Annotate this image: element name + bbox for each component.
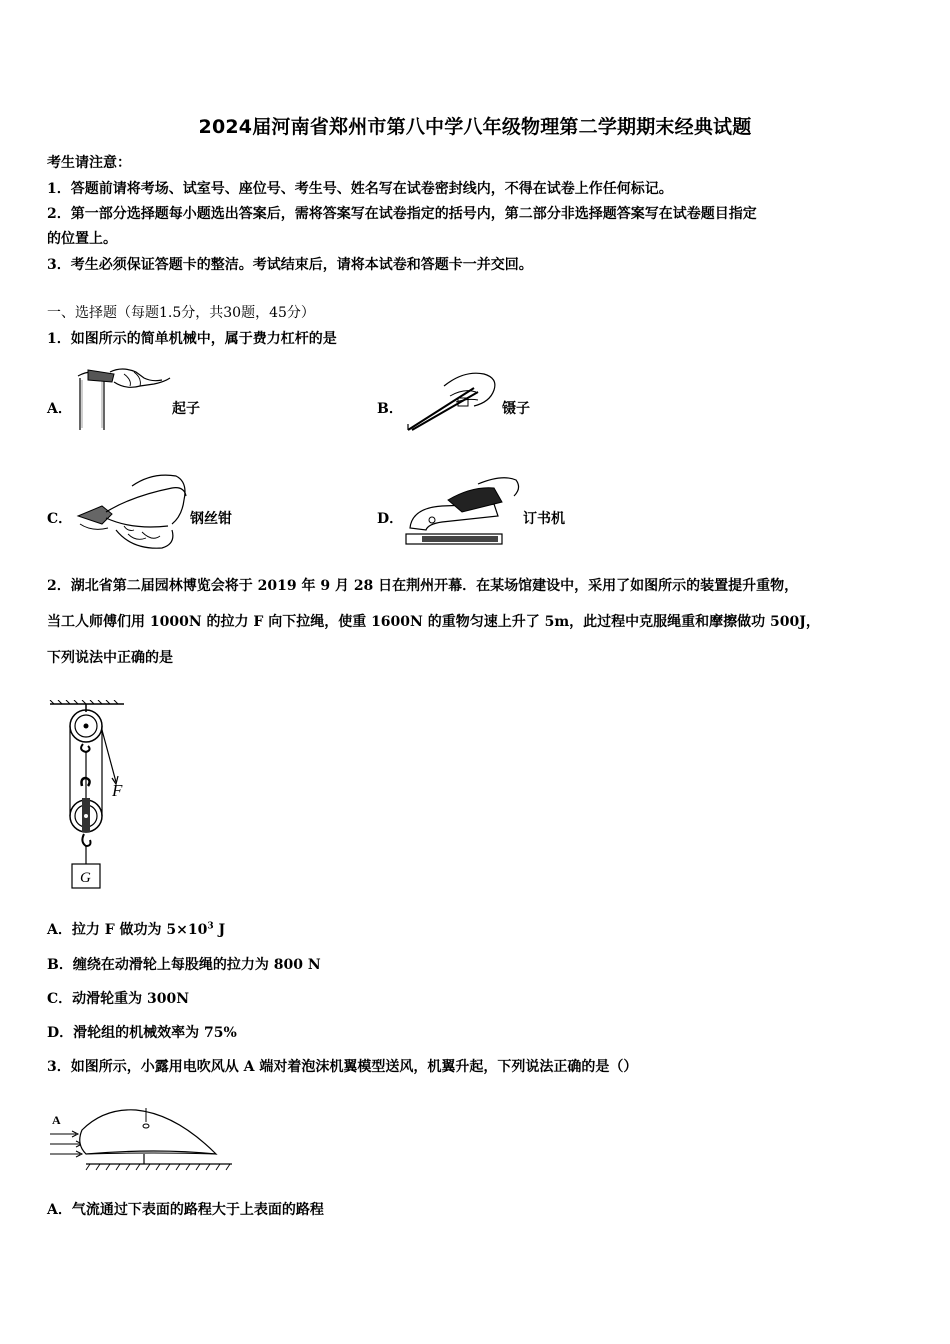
q1-option-d-label: D．: [377, 511, 404, 527]
notice-item-1: 1．答题前请将考场、试室号、座位号、考生号、姓名写在试卷密封线内，不得在试卷上作任何标记。: [47, 181, 673, 197]
wing-a-label: A: [52, 1113, 61, 1127]
bottle-opener-image: [74, 360, 174, 432]
q1-option-b-label: B．: [377, 401, 403, 417]
q2-stem-line-1: 2．湖北省第二届园林博览会将于 2019 年 9 月 28 日在荆州开幕．在某场馆建设中，采用了如图所示的装置提升重物，: [47, 578, 799, 594]
q1-option-b-text: 镊子: [502, 401, 530, 417]
notice-item-2: 2．第一部分选择题每小题选出答案后，需将答案写在试卷指定的括号内，第二部分非选择题答案写在试卷题目指定: [47, 206, 757, 222]
tweezers-image: [404, 368, 500, 432]
q2-option-b-label: B．: [47, 957, 73, 973]
q2-option-c-text: 动滑轮重为 300N: [72, 991, 190, 1007]
q1-stem: 1．如图所示的简单机械中，属于费力杠杆的是: [47, 331, 337, 347]
q2-option-b-text: 缠绕在动滑轮上每股绳的拉力为 800 N: [72, 957, 321, 973]
q3-stem: 3．如图所示，小露用电吹风从 A 端对着泡沫机翼模型送风，机翼升起，下列说法正确的是（）: [47, 1059, 638, 1075]
q1-option-a-text: 起子: [172, 401, 200, 417]
q2-option-d: [47, 1022, 237, 1042]
section-heading: 一、选择题（每题1.5分，共30题，45分）: [47, 305, 315, 321]
q1-option-c-text: 钢丝钳: [190, 511, 232, 527]
q1-option-c-label: C．: [47, 511, 73, 527]
notice-heading: 考生请注意：: [47, 155, 131, 171]
q2-option-c: [47, 988, 189, 1008]
force-label: F: [112, 781, 123, 800]
q1-option-d-text: 订书机: [523, 511, 565, 527]
pliers-image: [72, 466, 190, 556]
pulley-system-image: [48, 700, 138, 894]
stapler-image: [402, 472, 522, 552]
q3-option-a-label: A．: [47, 1202, 72, 1218]
wing-model-image: [46, 1104, 236, 1172]
notice-item-3: 3．考生必须保证答题卡的整洁。考试结束后，请将本试卷和答题卡一并交回。: [47, 257, 533, 273]
q2-option-b: [47, 954, 321, 974]
q2-option-a-unit: J: [213, 922, 226, 938]
q2-stem-line-2: 当工人师傅们用 1000N 的拉力 F 向下拉绳，使重 1600N 的重物匀速上升了 5m，此过程中克服绳重和摩擦做功 500J，: [47, 614, 820, 630]
q2-option-a-exponent: 3: [207, 921, 214, 932]
q2-option-a-text: 拉力 F 做功为 5×10: [71, 922, 208, 938]
q2-stem-line-3: 下列说法中正确的是: [47, 650, 173, 666]
q3-option-a: [47, 1199, 324, 1219]
page-title: 2024届河南省郑州市第八中学八年级物理第二学期期末经典试题: [198, 116, 752, 138]
q2-option-d-text: 滑轮组的机械效率为 75%: [73, 1025, 237, 1041]
q2-stem: [47, 568, 907, 676]
notice-item-2-cont: 的位置上。: [47, 231, 117, 247]
q3-option-a-text: 气流通过下表面的路程大于上表面的路程: [71, 1202, 324, 1218]
q1-option-a-label: A．: [47, 401, 72, 417]
q2-option-a-label: A．: [47, 922, 72, 938]
q2-option-d-label: D．: [47, 1025, 74, 1041]
weight-label: G: [80, 870, 91, 886]
q2-option-c-label: C．: [47, 991, 73, 1007]
q2-option-a: [47, 919, 225, 939]
